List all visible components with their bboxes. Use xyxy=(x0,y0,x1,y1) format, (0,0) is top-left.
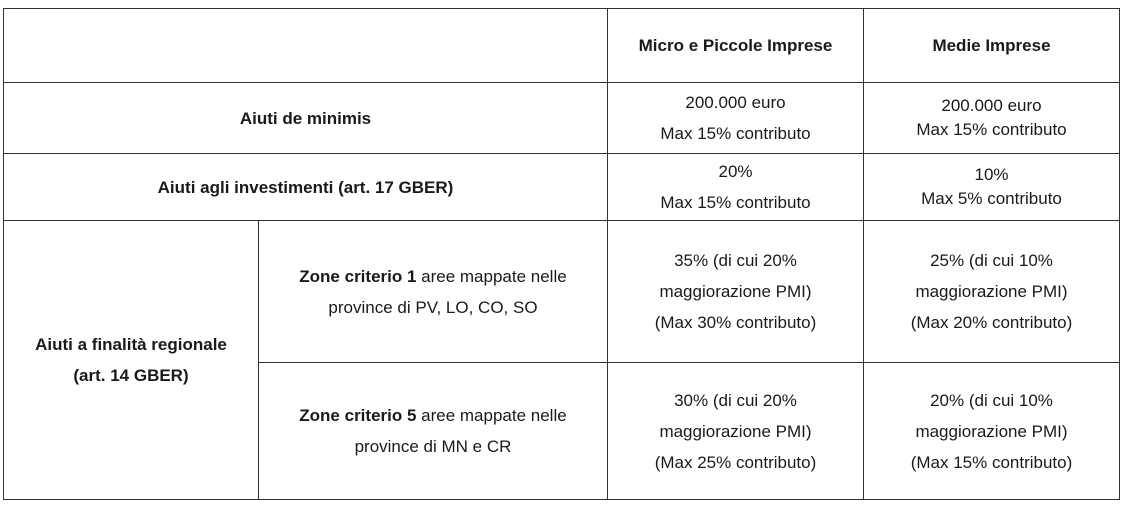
zona-1-title: Zone criterio 1 xyxy=(299,266,417,286)
cell-line: 35% (di cui 20% xyxy=(674,251,797,270)
cell-zona-5-desc xyxy=(259,363,608,500)
row-label-regionale xyxy=(4,221,259,500)
row-label-investimenti: Aiuti agli investimenti (art. 17 GBER) xyxy=(4,154,608,221)
cell-line: (Max 15% contributo) xyxy=(910,452,1073,472)
cell-line: (Max 25% contributo) xyxy=(654,452,817,472)
row-label-de-minimis: Aiuti de minimis xyxy=(4,83,608,154)
zona-1-desc-line2: province di PV, LO, CO, SO xyxy=(328,297,538,317)
header-medie: Medie Imprese xyxy=(864,9,1120,83)
cell-line: Max 15% contributo xyxy=(916,120,1067,139)
cell-line: maggiorazione PMI) xyxy=(915,282,1068,301)
table-header-row xyxy=(4,9,1120,83)
cell-line: maggiorazione PMI) xyxy=(915,421,1068,441)
cell-line: (Max 30% contributo) xyxy=(654,313,817,332)
regionale-label-line2: (art. 14 GBER) xyxy=(73,366,189,385)
cell-zona-1-micro xyxy=(608,221,864,363)
cell-de-minimis-medie xyxy=(864,83,1120,154)
cell-line: 200.000 euro xyxy=(941,96,1042,115)
table-row-zona-1 xyxy=(4,221,1120,363)
zona-1-desc-a: aree mappate nelle xyxy=(416,266,567,286)
cell-de-minimis-micro xyxy=(608,83,864,154)
cell-zona-5-micro xyxy=(608,363,864,500)
cell-investimenti-medie xyxy=(864,154,1120,221)
cell-line: (Max 20% contributo) xyxy=(910,313,1073,332)
zona-5-title: Zone criterio 5 xyxy=(299,406,417,425)
cell-line: maggiorazione PMI) xyxy=(659,421,812,441)
header-micro-piccole: Micro e Piccole Imprese xyxy=(608,9,864,83)
header-empty-cell xyxy=(4,9,608,83)
cell-line: Max 15% contributo xyxy=(660,124,811,143)
cell-zona-1-medie xyxy=(864,221,1120,363)
cell-line: Max 5% contributo xyxy=(921,189,1062,208)
zona-5-desc-line2: province di MN e CR xyxy=(354,437,512,456)
cell-line: 200.000 euro xyxy=(685,93,786,112)
cell-investimenti-micro xyxy=(608,154,864,221)
cell-line: maggiorazione PMI) xyxy=(659,282,812,301)
zona-5-desc-a: aree mappate nelle xyxy=(416,406,567,425)
cell-line: Max 15% contributo xyxy=(660,193,811,212)
cell-zona-1-desc xyxy=(259,221,608,363)
zona-5-desc-line1 xyxy=(265,400,601,431)
zona-1-desc-line1 xyxy=(265,261,601,292)
table-row-investimenti xyxy=(4,154,1120,221)
cell-line: 10% xyxy=(974,165,1009,184)
regionale-label-line1: Aiuti a finalità regionale xyxy=(35,335,227,354)
cell-line: 30% (di cui 20% xyxy=(674,390,797,410)
cell-zona-5-medie xyxy=(864,363,1120,500)
table-row-de-minimis xyxy=(4,83,1120,154)
cell-line: 20% (di cui 10% xyxy=(930,390,1053,410)
cell-line: 25% (di cui 10% xyxy=(930,251,1053,270)
aid-table xyxy=(3,8,1120,500)
cell-line: 20% xyxy=(718,162,753,181)
